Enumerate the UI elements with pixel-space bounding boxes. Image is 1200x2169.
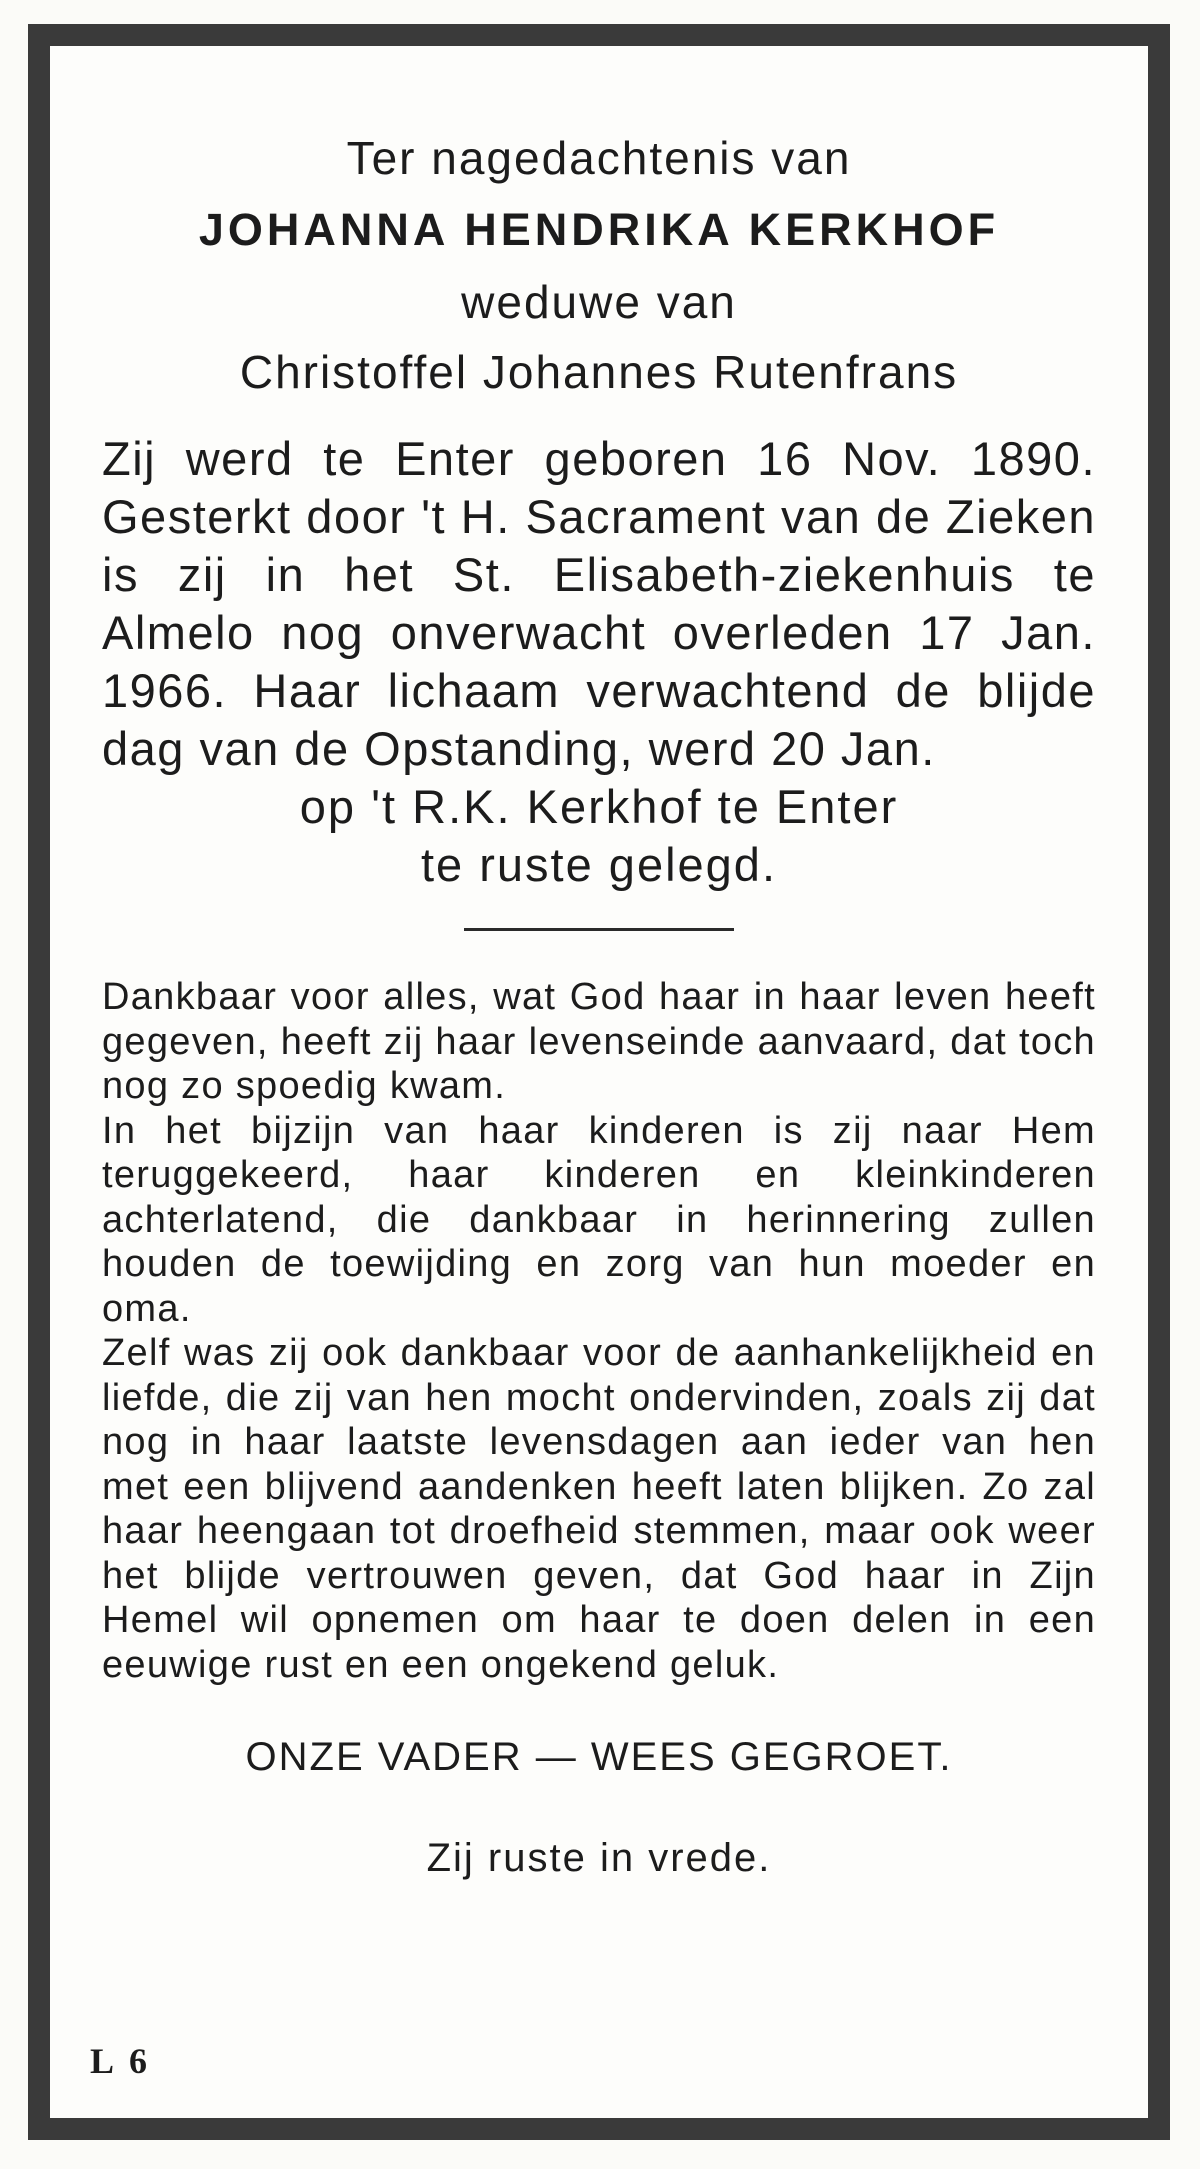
- card-code: L 6: [90, 2041, 152, 2081]
- husband-name: Christoffel Johannes Rutenfrans: [239, 346, 959, 398]
- prayer-text: ONZE VADER — WEES GEGROET.: [245, 1735, 953, 1779]
- reflection-paragraph-2: In het bijzijn van haar kinderen is zij naar Hem teruggekeerd, haar kinderen en kleinkinderen achterlatend, die dankbaar in herinnering zullen houden de toewijding en zorg van hun moeder en oma.: [102, 1109, 1096, 1330]
- intro-text: Ter nagedachtenis van: [346, 132, 852, 184]
- biography-paragraph: Zij werd te Enter geboren 16 Nov. 1890. Gesterkt door 't H. Sacrament van de Zieken is zij in het St. Elisabeth-ziekenhuis te Almelo nog onverwacht overleden 17 Jan. 1966. Haar lichaam verwachtend de blijde dag van de Opstanding, werd 20 Jan.: [102, 432, 1096, 775]
- card-content: [50, 46, 1148, 2118]
- burial-place-text: op 't R.K. Kerkhof te Enter: [299, 780, 899, 833]
- reflection-paragraph-3: Zelf was zij ook dankbaar voor de aanhankelijkheid en liefde, die zij van hen mocht ondervinden, zoals zij dat nog in haar laatste levensdagen aan ieder van hen met een blijvend aandenken heeft laten blijken. Zo zal haar heengaan tot droefheid stemmen, maar ook weer het blijde vertrouwen geven, dat God haar in Zijn Hemel wil opnemen om haar te doen delen in een eeuwige rust en een ongekend geluk.: [102, 1332, 1096, 1686]
- reflection-text: [102, 975, 1096, 1687]
- memorial-card: [28, 24, 1170, 2140]
- reflection-paragraph-1: Dankbaar voor alles, wat God haar in haar leven heeft gegeven, heeft zij haar levenseinde aanvaard, dat toch nog zo spoedig kwam.: [102, 976, 1096, 1107]
- widow-of-text: weduwe van: [461, 276, 737, 328]
- deceased-name: JOHANNA HENDRIKA KERKHOF: [198, 204, 1000, 255]
- divider-line: [464, 928, 734, 931]
- rest-in-peace-text: Zij ruste in vrede.: [426, 1836, 772, 1880]
- card-header: [102, 126, 1096, 410]
- burial-text: te ruste gelegd.: [421, 838, 777, 891]
